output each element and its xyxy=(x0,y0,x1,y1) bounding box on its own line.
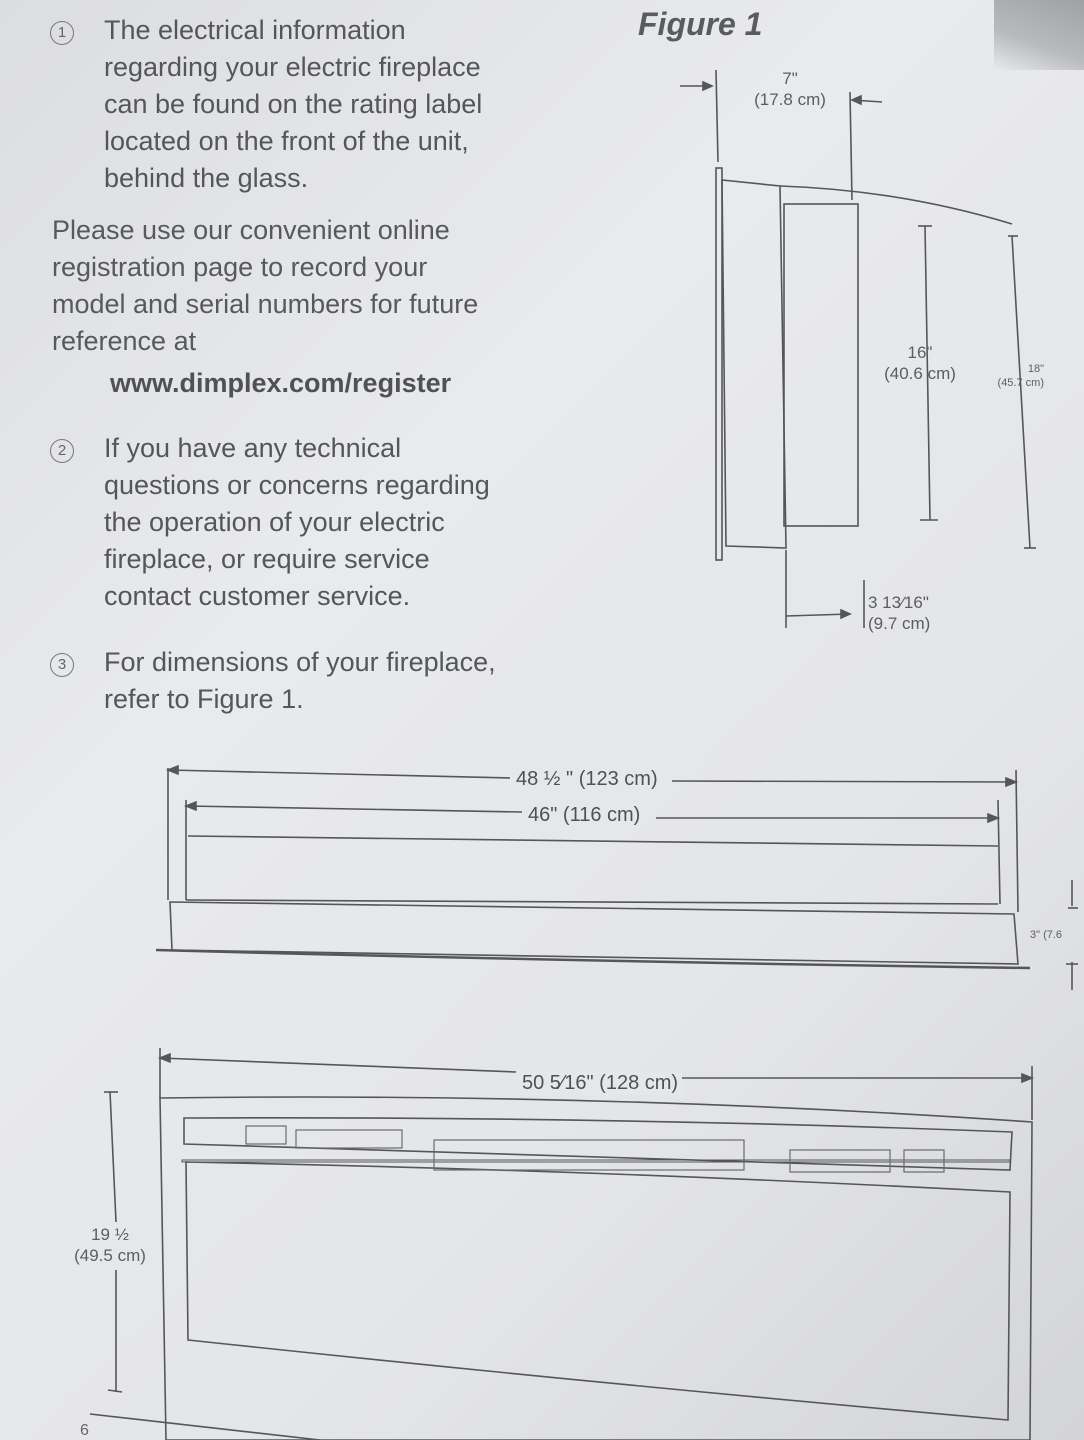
front-height-label: 19 ½ (49.5 cm) xyxy=(74,1225,146,1265)
overall-width-label: 48 ½ " (123 cm) xyxy=(512,768,662,791)
item-number-2: 2 xyxy=(50,439,74,463)
page-number: 6 xyxy=(80,1422,89,1439)
registration-url[interactable]: www.dimplex.com/register xyxy=(110,368,452,398)
inner-width-label: 46" (116 cm) xyxy=(524,804,644,827)
item-number-1: 1 xyxy=(50,21,74,45)
item-3-text: For dimensions of your fireplace, refer to Figure 1. xyxy=(104,647,496,714)
registration-text: Please use our convenient online registration page to record your model and serial numbers for future reference at xyxy=(52,215,479,356)
top-view-drawing xyxy=(156,766,1078,990)
side-view-drawing xyxy=(680,70,1036,628)
item-number-3: 3 xyxy=(50,653,74,677)
item-2-text: If you have any technical questions or concerns regarding the operation of your electric fireplace, or require service contact customer service. xyxy=(104,433,490,611)
side-depth-label: 7" (17.8 cm) xyxy=(754,69,826,109)
overall-height-label: 18" (45.7 cm) xyxy=(997,363,1044,389)
front-view-drawing xyxy=(90,1048,1032,1440)
top-depth-label: 3" (7.6 xyxy=(1030,929,1063,941)
front-width-label: 50 5⁄16" (128 cm) xyxy=(518,1072,682,1095)
inset-depth-label: 3 13⁄16" (9.7 cm) xyxy=(868,593,931,633)
figure-title: Figure 1 xyxy=(638,6,763,42)
item-1-text: The electrical information regarding your electric fireplace can be found on the rating label located on the front of the unit, behind the glass. xyxy=(104,15,483,193)
glass-height-label: 16" (40.6 cm) xyxy=(884,343,956,383)
